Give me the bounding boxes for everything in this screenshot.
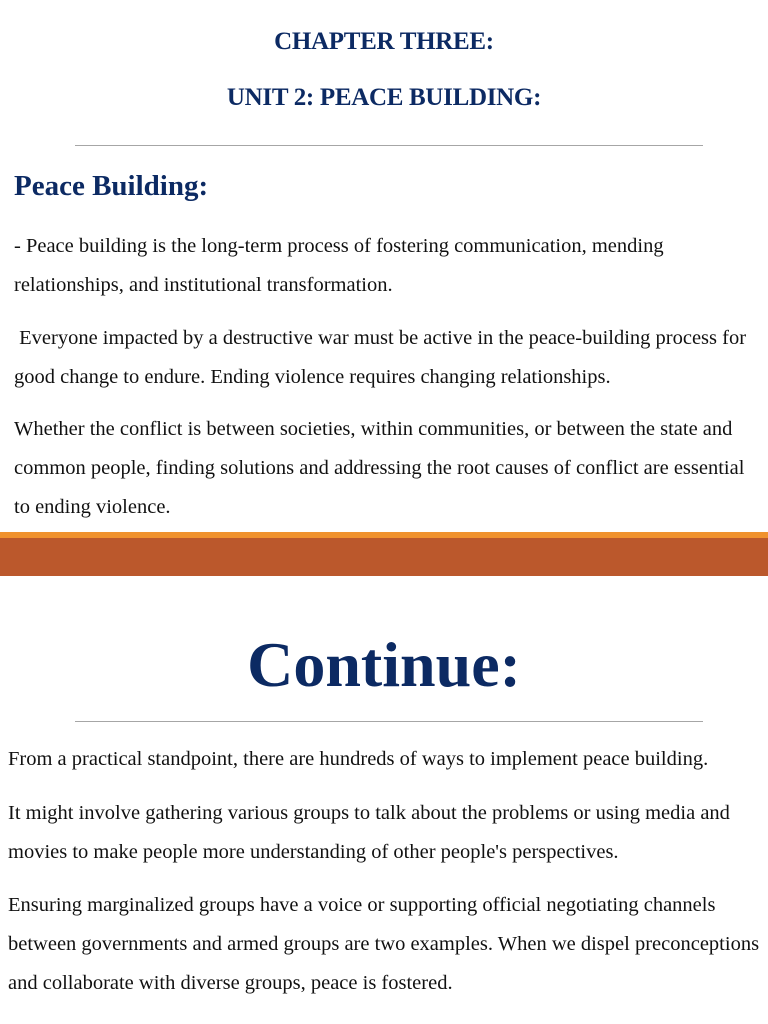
paragraph-practical: From a practical standpoint, there are hundreds of ways to implement peace building. [8, 748, 709, 770]
continue-divider [75, 721, 703, 722]
paragraph-participation: Everyone impacted by a destructive war must be active in the peace-building process for good change to endure. Ending violence requires changing relationships. [14, 327, 747, 388]
title-divider [75, 145, 703, 146]
continue-title: Continue: [247, 629, 521, 700]
paragraph-examples: Ensuring marginalized groups have a voice or supporting official negotiating channels between governments and armed groups are two examples. When we dispel preconceptions and collaborate with diverse groups, peace is fostered. [8, 894, 760, 994]
paragraph-root-causes: Whether the conflict is between societies, within communities, or between the state and common people, finding solutions and addressing the root causes of conflict are essential to ending violence. [14, 418, 745, 518]
paragraph-groups-media: It might involve gathering various groups to talk about the problems or using media and movies to make people more understanding of other people's perspectives. [8, 802, 730, 863]
slide-separator-band [0, 538, 768, 576]
unit-title: UNIT 2: PEACE BUILDING: [226, 84, 542, 111]
chapter-title: CHAPTER THREE: [274, 28, 494, 55]
section-heading: Peace Building: [14, 170, 209, 202]
paragraph-definition: - Peace building is the long-term process of fostering communication, mending relationships, and institutional transformation. [14, 235, 664, 296]
